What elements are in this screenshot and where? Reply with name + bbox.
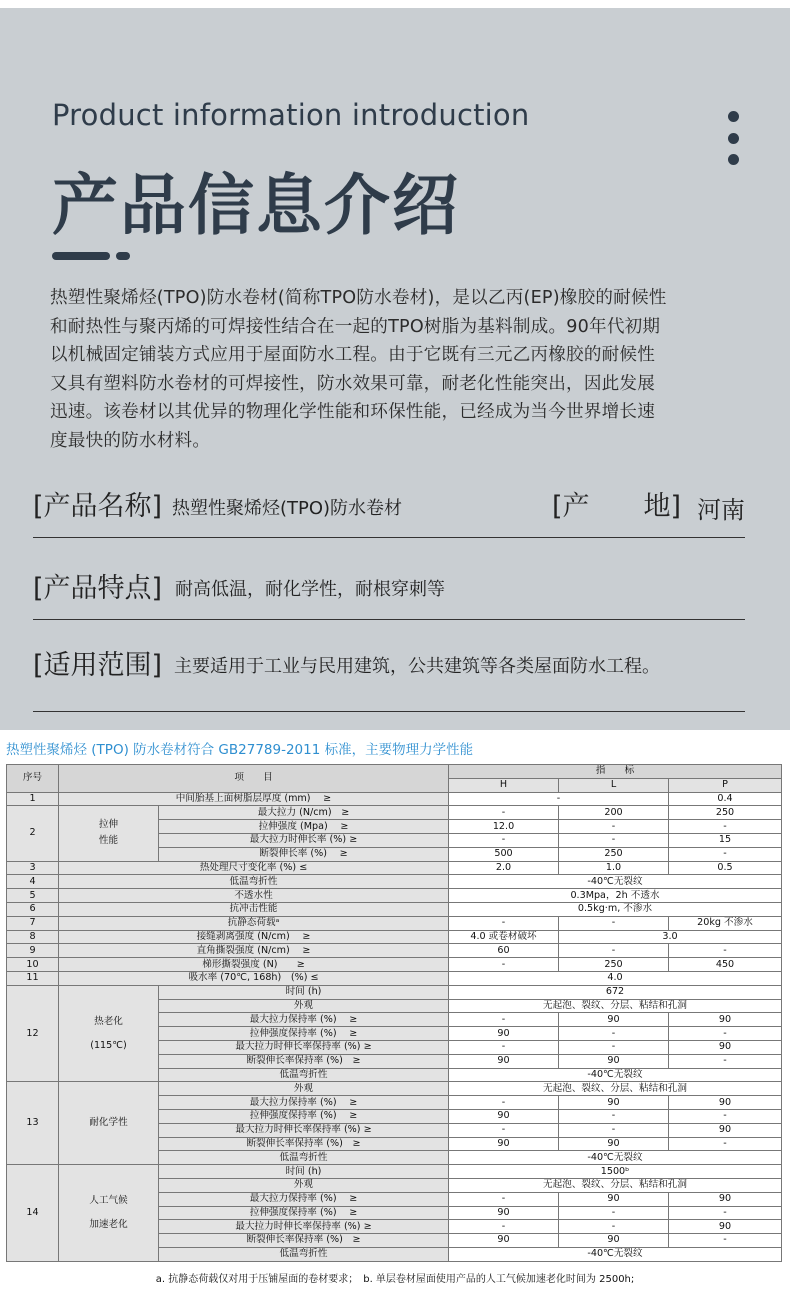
item-cell: 最大拉力保持率 (%) ≥ (159, 1013, 449, 1027)
top-border (0, 0, 790, 8)
item-cell: 接缝剥离强度 (N/cm) ≥ (59, 930, 449, 944)
l-cell: 90 (559, 1192, 669, 1206)
table-footnote: a. 抗静态荷载仅对用于压铺屋面的卷材要求； b. 单层卷材屋面使用产品的人工气候加速老化时间为 2500h; (155, 1274, 635, 1285)
h-cell: 60 (449, 944, 559, 958)
index-span-cell: -40℃无裂纹 (449, 875, 782, 889)
item-cell: 低温弯折性 (159, 1068, 449, 1082)
menu-dot-icon (728, 133, 739, 144)
intro-line: 度最快的防水材料。 (50, 430, 211, 451)
l-cell: 250 (559, 958, 669, 972)
group-label-cell (59, 1082, 159, 1165)
item-cell: 抗冲击性能 (59, 902, 449, 916)
p-cell: 20kg 不渗水 (669, 916, 782, 930)
l-cell: - (559, 1109, 669, 1123)
table-row (7, 944, 782, 958)
l-cell: - (559, 833, 669, 847)
item-cell: 拉伸强度 (Mpa) ≥ (159, 820, 449, 834)
l-cell: 1.0 (559, 861, 669, 875)
item-cell: 最大拉力 (N/cm) ≥ (159, 806, 449, 820)
seq-cell: 4 (7, 875, 59, 889)
item-cell: 最大拉力时伸长率保持率 (%) ≥ (159, 1123, 449, 1137)
h-cell: 2.0 (449, 861, 559, 875)
l-cell: 90 (559, 1013, 669, 1027)
h-cell: 90 (449, 1027, 559, 1041)
seq-cell: 12 (7, 985, 59, 1082)
h-cell: - (449, 958, 559, 972)
p-cell: - (669, 1027, 782, 1041)
group-label: (115℃) (90, 1039, 127, 1051)
intro-line: 以机械固定铺装方式应用于屋面防水工程。由于它既有三元乙丙橡胶的耐候性 (50, 345, 655, 366)
l-cell: - (559, 1220, 669, 1234)
item-cell: 断裂伸长率保持率 (%) ≥ (159, 1054, 449, 1068)
table-row (7, 916, 782, 930)
index-span-cell: 0.3Mpa，2h 不透水 (449, 889, 782, 903)
l-cell: - (559, 944, 669, 958)
item-cell: 断裂伸长率保持率 (%) ≥ (159, 1234, 449, 1248)
table-row (7, 985, 782, 999)
l-cell: - (559, 916, 669, 930)
l-cell: 90 (559, 1137, 669, 1151)
origin-label: [产 地] (552, 491, 682, 522)
h-cell: - (449, 1040, 559, 1054)
table-title: 热塑性聚烯烃 (TPO) 防水卷材符合 GB27789-2011 标准，主要物理力学性能 (6, 742, 474, 758)
seq-header: 序号 (7, 765, 59, 793)
p-cell: 250 (669, 806, 782, 820)
l-cell: 200 (559, 806, 669, 820)
index-span-cell: 无起泡、裂纹、分层、粘结和孔洞 (449, 1082, 782, 1096)
h-cell: 12.0 (449, 820, 559, 834)
p-cell: 90 (669, 1192, 782, 1206)
p-cell: 0.5 (669, 861, 782, 875)
p-cell: - (669, 1206, 782, 1220)
table-row (7, 889, 782, 903)
index-span-cell: 4.0 (449, 971, 782, 985)
h-cell: - (449, 1096, 559, 1110)
p-cell: - (669, 847, 782, 861)
index-span-cell: -40℃无裂纹 (449, 1151, 782, 1165)
group-label: 人工气候 (89, 1194, 128, 1206)
h-cell: 90 (449, 1054, 559, 1068)
intro-line: 迅速。该卷材以其优异的物理化学性能和环保性能，已经成为当今世界增长速 (50, 402, 655, 423)
l-cell: - (559, 1040, 669, 1054)
table-row (7, 930, 782, 944)
item-cell: 不透水性 (59, 889, 449, 903)
item-cell: 梯形撕裂强度 (N) ≥ (59, 958, 449, 972)
group-label: 热老化 (94, 1015, 123, 1027)
intro-line: 和耐热性与聚丙烯的可焊接性结合在一起的TPO树脂为基料制成。90年代初期 (50, 316, 661, 337)
seq-cell: 1 (7, 792, 59, 806)
seq-cell: 3 (7, 861, 59, 875)
l-cell: - (559, 1027, 669, 1041)
english-title: Product information introduction (52, 98, 530, 132)
table-row (7, 806, 782, 820)
p-cell: 450 (669, 958, 782, 972)
l-cell: 90 (559, 1234, 669, 1248)
seq-cell: 10 (7, 958, 59, 972)
seq-cell: 9 (7, 944, 59, 958)
item-cell: 最大拉力时伸长率 (%) ≥ (159, 833, 449, 847)
h-cell: 90 (449, 1109, 559, 1123)
scope-label: [适用范围] (33, 650, 163, 681)
p-cell: - (669, 820, 782, 834)
item-cell: 时间 (h) (159, 1165, 449, 1179)
p-cell: - (669, 1234, 782, 1248)
seq-cell: 8 (7, 930, 59, 944)
intro-line: 热塑性聚烯烃(TPO)防水卷材(简称TPO防水卷材)，是以乙丙(EP)橡胶的耐候性 (50, 288, 667, 308)
p-cell: 90 (669, 1013, 782, 1027)
h-cell: - (449, 1220, 559, 1234)
item-cell: 断裂伸长率保持率 (%) ≥ (159, 1137, 449, 1151)
feature-label: [产品特点] (33, 573, 163, 604)
group-label-cell (59, 806, 159, 861)
l-header: L (559, 778, 669, 792)
h-cell: 500 (449, 847, 559, 861)
divider (33, 537, 745, 538)
p-cell: - (669, 1054, 782, 1068)
index-span-cell: 0.5kg·m, 不渗水 (449, 902, 782, 916)
p-cell: 15 (669, 833, 782, 847)
h-cell: - (449, 1013, 559, 1027)
l-cell: - (559, 1206, 669, 1220)
index-span-cell: -40℃无裂纹 (449, 1068, 782, 1082)
lp-span-cell: 3.0 (559, 930, 782, 944)
accent-bar (52, 252, 110, 260)
l-cell: - (559, 1123, 669, 1137)
p-cell: 90 (669, 1096, 782, 1110)
item-cell: 热处理尺寸变化率 (%) ≤ (59, 861, 449, 875)
feature-value: 耐高低温，耐化学性，耐根穿刺等 (175, 579, 445, 600)
group-label: 耐化学性 (89, 1117, 128, 1129)
seq-cell: 13 (7, 1082, 59, 1165)
item-cell: 最大拉力保持率 (%) ≥ (159, 1192, 449, 1206)
p-cell: 0.4 (669, 792, 782, 806)
table-header-row (7, 765, 782, 779)
l-cell: 250 (559, 847, 669, 861)
group-label-cell (59, 1165, 159, 1262)
table-row (7, 958, 782, 972)
seq-cell: 14 (7, 1165, 59, 1262)
index-span-cell: -40℃无裂纹 (449, 1247, 782, 1261)
item-cell: 断裂伸长率 (%) ≥ (159, 847, 449, 861)
p-cell: 90 (669, 1040, 782, 1054)
accent-bar-small (116, 252, 130, 260)
l-cell: 90 (559, 1054, 669, 1068)
divider (33, 711, 745, 712)
group-label: 加速老化 (89, 1218, 128, 1230)
p-header: P (669, 778, 782, 792)
properties-table-wrapper (6, 764, 781, 1262)
seq-cell: 5 (7, 889, 59, 903)
divider (33, 619, 745, 620)
h-header: H (449, 778, 559, 792)
properties-table (6, 764, 782, 1262)
index-header: 指 标 (449, 765, 782, 779)
item-cell: 低温弯折性 (159, 1247, 449, 1261)
h-cell: 90 (449, 1206, 559, 1220)
item-cell: 直角撕裂强度 (N/cm) ≥ (59, 944, 449, 958)
item-cell: 抗静态荷载ᵃ (59, 916, 449, 930)
p-cell: - (669, 944, 782, 958)
index-span-cell: 672 (449, 985, 782, 999)
item-cell: 中间胎基上面树脂层厚度 (mm) ≥ (59, 792, 449, 806)
index-span-cell: 无起泡、裂纹、分层、粘结和孔洞 (449, 1178, 782, 1192)
intro-line: 又具有塑料防水卷材的可焊接性，防水效果可靠，耐老化性能突出，因此发展 (50, 373, 655, 394)
item-cell: 拉伸强度保持率 (%) ≥ (159, 1027, 449, 1041)
p-cell: - (669, 1109, 782, 1123)
h-cell: - (449, 833, 559, 847)
product-name-value: 热塑性聚烯烃(TPO)防水卷材 (172, 498, 403, 519)
table-row (7, 875, 782, 889)
item-cell: 最大拉力时伸长率保持率 (%) ≥ (159, 1220, 449, 1234)
item-cell: 外观 (159, 1082, 449, 1096)
scope-value: 主要适用于工业与民用建筑，公共建筑等各类屋面防水工程。 (174, 656, 660, 677)
h-cell: - (449, 916, 559, 930)
seq-cell: 2 (7, 806, 59, 861)
item-cell: 外观 (159, 1178, 449, 1192)
index-span-cell: 1500ᵇ (449, 1165, 782, 1179)
table-row (7, 1082, 782, 1096)
seq-cell: 6 (7, 902, 59, 916)
seq-cell: 11 (7, 971, 59, 985)
table-row (7, 861, 782, 875)
item-cell: 最大拉力保持率 (%) ≥ (159, 1096, 449, 1110)
h-cell: - (449, 1192, 559, 1206)
hl-span-cell: - (449, 792, 669, 806)
group-label: 拉伸 性能 (98, 819, 119, 847)
menu-dot-icon (728, 111, 739, 122)
item-cell: 吸水率 (70℃, 168h) (%) ≤ (59, 971, 449, 985)
table-row (7, 971, 782, 985)
h-cell: 90 (449, 1234, 559, 1248)
seq-cell: 7 (7, 916, 59, 930)
group-label-cell (59, 985, 159, 1082)
intro-paragraph (50, 284, 750, 456)
l-cell: - (559, 820, 669, 834)
product-name-label: [产品名称] (33, 491, 163, 522)
index-span-cell: 无起泡、裂纹、分层、粘结和孔洞 (449, 999, 782, 1013)
chinese-title: 产品信息介绍 (52, 166, 460, 244)
p-cell: - (669, 1137, 782, 1151)
p-cell: 90 (669, 1123, 782, 1137)
h-cell: - (449, 1123, 559, 1137)
h-cell: 4.0 或卷材破坏 (449, 930, 559, 944)
item-cell: 拉伸强度保持率 (%) ≥ (159, 1109, 449, 1123)
item-cell: 低温弯折性 (59, 875, 449, 889)
item-cell: 外观 (159, 999, 449, 1013)
h-cell: 90 (449, 1137, 559, 1151)
table-row (7, 792, 782, 806)
origin-value: 河南 (697, 496, 745, 524)
item-cell: 低温弯折性 (159, 1151, 449, 1165)
table-body (7, 765, 782, 1262)
table-row (7, 1165, 782, 1179)
item-cell: 拉伸强度保持率 (%) ≥ (159, 1206, 449, 1220)
item-cell: 时间 (h) (159, 985, 449, 999)
p-cell: 90 (669, 1220, 782, 1234)
h-cell: - (449, 806, 559, 820)
menu-dot-icon (728, 154, 739, 165)
item-header: 项 目 (59, 765, 449, 793)
table-row (7, 902, 782, 916)
item-cell: 最大拉力时伸长率保持率 (%) ≥ (159, 1040, 449, 1054)
l-cell: 90 (559, 1096, 669, 1110)
